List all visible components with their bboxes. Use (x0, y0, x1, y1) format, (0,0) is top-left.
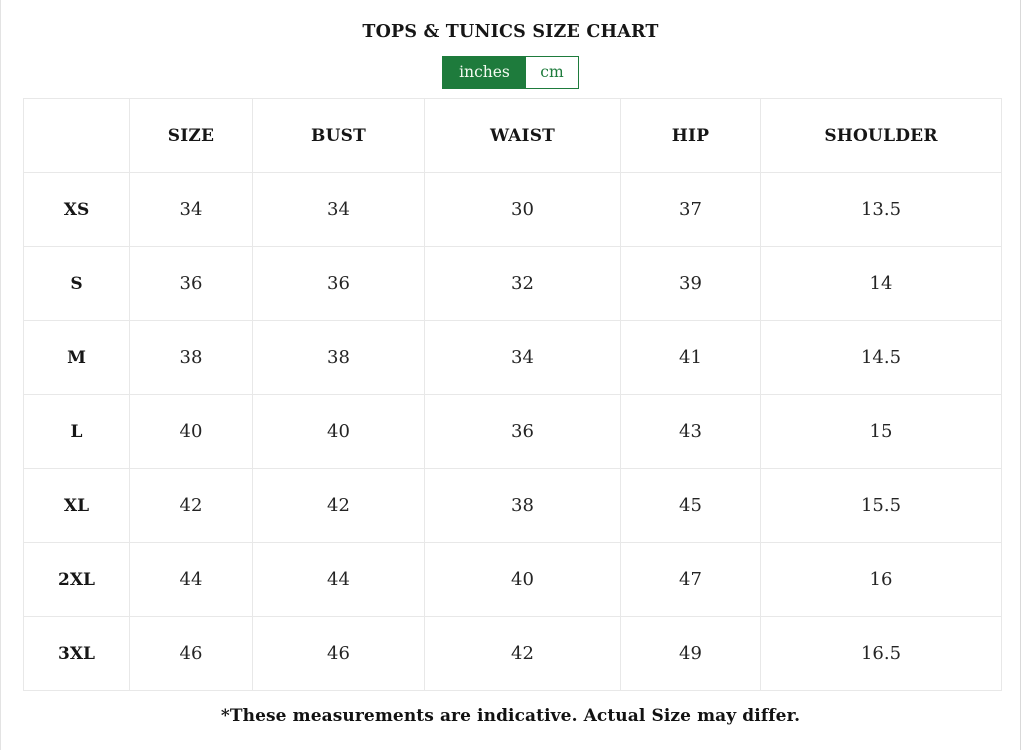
size-chart-table (23, 98, 1002, 691)
toggle-option-inches[interactable]: inches (443, 57, 526, 88)
cell-hip: 45 (621, 469, 761, 543)
cell-size: 46 (130, 617, 253, 691)
cell-shoulder: 16 (761, 543, 1002, 617)
table-row-xl (24, 469, 1002, 543)
header-cell-bust: BUST (253, 99, 425, 173)
header-cell-hip: HIP (621, 99, 761, 173)
row-label: L (24, 395, 130, 469)
cell-bust: 44 (253, 543, 425, 617)
cell-bust: 40 (253, 395, 425, 469)
cell-bust: 34 (253, 173, 425, 247)
cell-bust: 46 (253, 617, 425, 691)
row-label: 3XL (24, 617, 130, 691)
row-label: XL (24, 469, 130, 543)
footnote: *These measurements are indicative. Actual Size may differ. (220, 706, 801, 726)
cell-hip: 49 (621, 617, 761, 691)
row-label: M (24, 321, 130, 395)
cell-shoulder: 15 (761, 395, 1002, 469)
header-cell-blank (24, 99, 130, 173)
cell-size: 36 (130, 247, 253, 321)
table-row-xs (24, 173, 1002, 247)
header-cell-shoulder: SHOULDER (761, 99, 1002, 173)
row-label: 2XL (24, 543, 130, 617)
table-row-2xl (24, 543, 1002, 617)
table-row-l (24, 395, 1002, 469)
page-title: TOPS & TUNICS SIZE CHART (362, 22, 659, 42)
cell-hip: 37 (621, 173, 761, 247)
cell-hip: 41 (621, 321, 761, 395)
header-cell-size: SIZE (130, 99, 253, 173)
header-cell-waist: WAIST (425, 99, 621, 173)
unit-toggle (442, 56, 579, 89)
cell-bust: 42 (253, 469, 425, 543)
cell-waist: 42 (425, 617, 621, 691)
cell-waist: 36 (425, 395, 621, 469)
cell-shoulder: 16.5 (761, 617, 1002, 691)
unit-toggle-wrapper (1, 56, 1020, 89)
cell-waist: 34 (425, 321, 621, 395)
cell-size: 44 (130, 543, 253, 617)
cell-waist: 40 (425, 543, 621, 617)
table-row-3xl (24, 617, 1002, 691)
cell-waist: 30 (425, 173, 621, 247)
cell-shoulder: 15.5 (761, 469, 1002, 543)
cell-bust: 38 (253, 321, 425, 395)
cell-shoulder: 14 (761, 247, 1002, 321)
cell-waist: 38 (425, 469, 621, 543)
cell-bust: 36 (253, 247, 425, 321)
cell-shoulder: 14.5 (761, 321, 1002, 395)
cell-waist: 32 (425, 247, 621, 321)
cell-hip: 39 (621, 247, 761, 321)
table-header-row (24, 99, 1002, 173)
row-label: XS (24, 173, 130, 247)
table-row-m (24, 321, 1002, 395)
cell-size: 38 (130, 321, 253, 395)
cell-hip: 47 (621, 543, 761, 617)
cell-size: 42 (130, 469, 253, 543)
cell-size: 40 (130, 395, 253, 469)
cell-shoulder: 13.5 (761, 173, 1002, 247)
cell-size: 34 (130, 173, 253, 247)
toggle-option-cm[interactable]: cm (526, 57, 578, 88)
row-label: S (24, 247, 130, 321)
cell-hip: 43 (621, 395, 761, 469)
table-row-s (24, 247, 1002, 321)
